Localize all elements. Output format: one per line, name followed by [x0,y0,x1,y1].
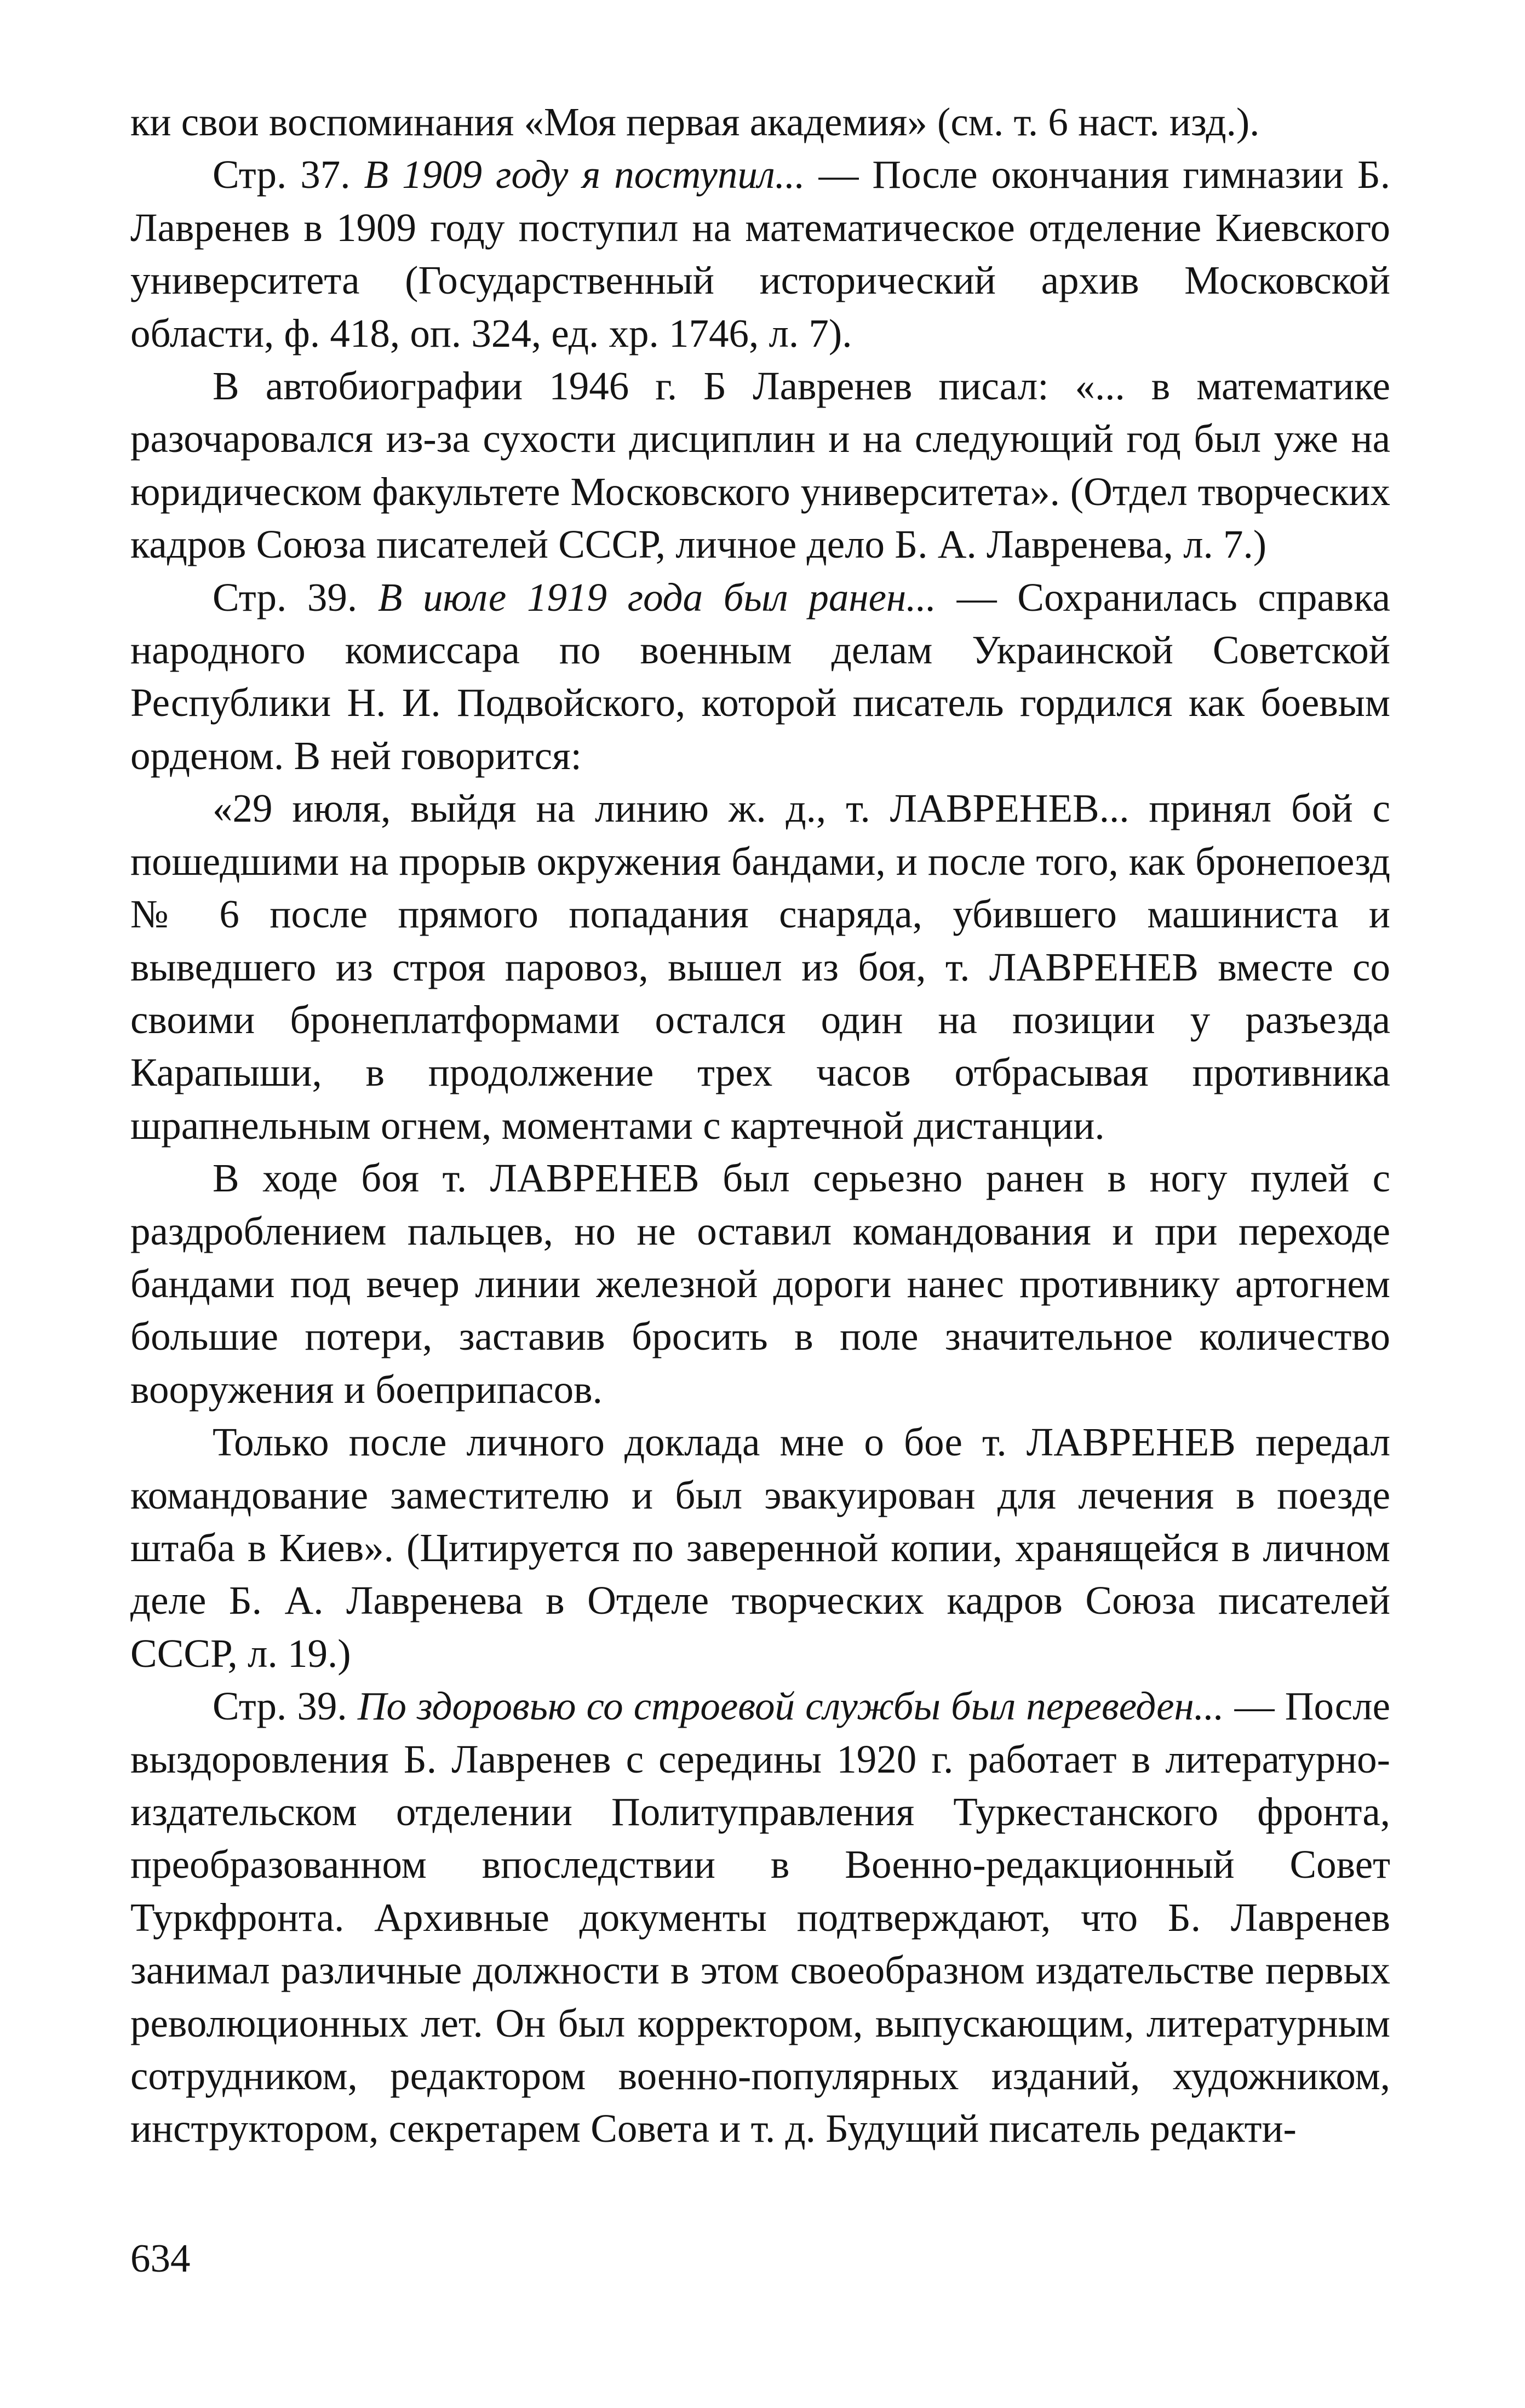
note-quoted-phrase: В июле 1919 года был ранен... [377,575,936,620]
note-commentary: — После окончания гимназии Б. Лавренев в 1909 году поступил на математическое отделение Киевского университета (Государственный исторический архив Московской области, ф. 418, оп. 324, ед. хр. 1746, л. 7). [130,152,1390,356]
note-quoted-phrase: По здоровью со строевой службы был переведен... [357,1684,1224,1729]
page-body-text [130,96,1390,2155]
quote-paragraph-evacuated [130,1416,1390,1680]
quote-paragraph-wounded [130,1152,1390,1416]
note-paragraph-page-37 [130,148,1390,360]
note-commentary: — После выздоровления Б. Лавренев с середины 1920 г. работает в литературно-издательском отделении Политуправления Туркестанского фронта, преобразованном впоследствии в Военно-редакционный Совет Туркфронта. Архивные документы подтверждают, что Б. Лавренев занимал различные должности в этом своеобразном издательстве первых революционных лет. Он был корректором, выпускающим, литературным сотрудником, редактором военно-популярных изданий, художником, инструктором, секретарем Совета и т. д. Будущий писатель редакти- [130,1684,1390,2151]
note-commentary: — Сохранилась справка народного комиссара по военным делам Украинской Советской Республики Н. И. Подвойского, которой писатель гордился как боевым орденом. В ней говорится: [130,575,1390,778]
paragraph-continuation [130,96,1390,148]
paragraph-text: «29 июля, выйдя на линию ж. д., т. ЛАВРЕНЕВ... принял бой с пошедшими на прорыв окружения бандами, и после того, как бронепоезд № 6 после прямого попадания снаряда, убившего машиниста и выведшего из строя паровоз, вышел из боя, т. ЛАВРЕНЕВ вместе со своими бронеплатформами остался один на позиции у разъезда Карапыши, в продолжение трех часов отбрасывая противника шрапнельным огнем, моментами с картечной дистанции. [130,786,1390,1148]
note-paragraph-page-39-transfer [130,1680,1390,2155]
paragraph-text: В ходе боя т. ЛАВРЕНЕВ был серьезно ранен в ногу пулей с раздроблением пальцев, но не оставил командования и при переходе бандами под вечер линии железной дороги нанес противнику артогнем большие потери, заставив бросить в поле значительное количество вооружения и боеприпасов. [130,1156,1390,1412]
note-page-reference: Стр. 39. [213,575,358,620]
paragraph-text: ки свои воспоминания «Моя первая академия» (см. т. 6 наст. изд.). [130,100,1260,144]
note-paragraph-page-39-wounded [130,571,1390,783]
note-quoted-phrase: В 1909 году я поступил... [364,152,805,197]
paragraph-text: В автобиографии 1946 г. Б Лавренев писал: «... в математике разочаровался из-за сухости дисциплин и на следующий год был уже на юридическом факультете Московского университета». (Отдел творческих кадров Союза писателей СССР, личное дело Б. А. Лавренева, л. 7.) [130,364,1390,567]
note-page-reference: Стр. 39. [213,1684,347,1729]
note-page-reference: Стр. 37. [213,152,351,197]
paragraph-text: Только после личного доклада мне о бое т. ЛАВРЕНЕВ передал командование заместителю и был эвакуирован для лечения в поезде штаба в Киев». (Цитируется по заверенной копии, хранящейся в личном деле Б. А. Лавренева в Отделе творческих кадров Союза писателей СССР, л. 19.) [130,1420,1390,1676]
page-number: 634 [130,2236,191,2280]
paragraph-autobiography [130,360,1390,571]
quote-paragraph-battle [130,782,1390,1152]
